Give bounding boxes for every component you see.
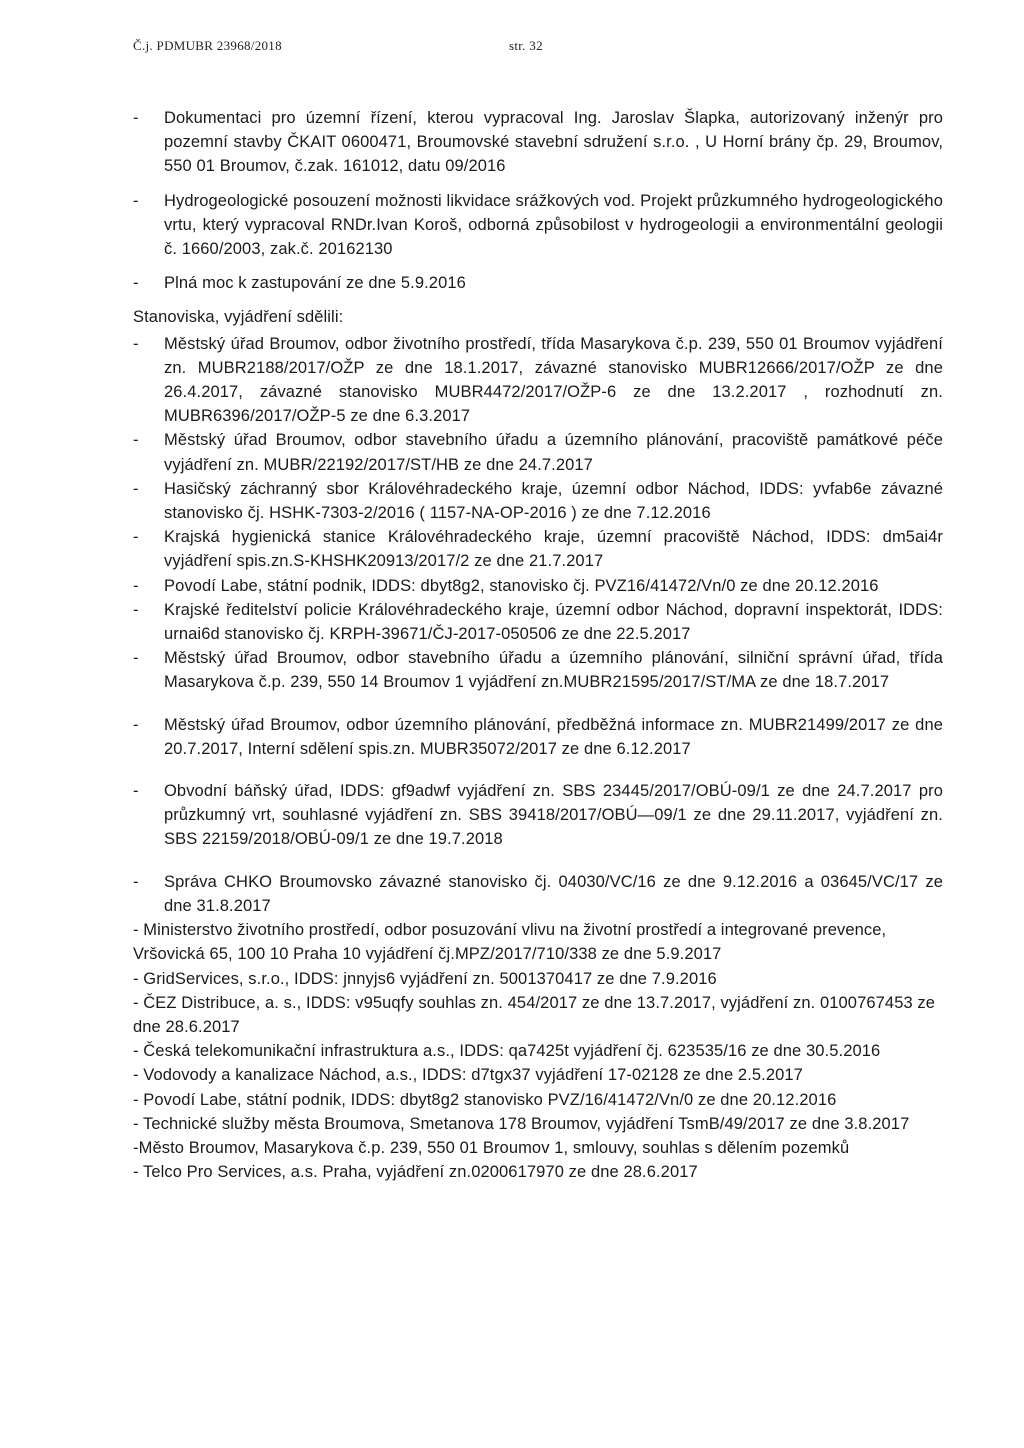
document-list-item: - Hydrogeologické posouzení možnosti likvidace srážkových vod. Projekt průzkumného hydrogeologického vrtu, který vypracoval RNDr.Ivan Koroš, odborná způsobilost v hydrogeologii a environmentální geologii č. 1660/2003, zak.č. 20162130 [133,189,943,262]
flow-list-item: - GridServices, s.r.o., IDDS: jnnyjs6 vyjádření zn. 5001370417 ze dne 7.9.2016 [133,969,717,988]
document-reference: Č.j. PDMUBR 23968/2018 [133,38,282,53]
stanovisko-item: - Městský úřad Broumov, odbor stavebního úřadu a územního plánování, silniční správní úřad, třída Masarykova č.p. 239, 550 14 Broumov 1 vyjádření zn.MUBR21595/2017/ST/MA ze dne 18.7.2017 [133,646,943,694]
flow-list-item: - Vodovody a kanalizace Náchod, a.s., IDDS: d7tgx37 vyjádření 17-02128 ze dne 2.5.2017 [133,1066,803,1085]
stanovisko-item: - Krajské ředitelství policie Královéhradeckého kraje, územní odbor Náchod, dopravní inspektorát, IDDS: urnai6d stanovisko čj. KRPH-39671/ČJ-2017-050506 ze dne 22.5.2017 [133,598,943,646]
flow-list-item: - Ministerstvo životního prostředí, odbor posuzování vlivu na životní prostředí a integrované prevence, Vršovická 65, 100 10 Praha 10 vyjádření čj.MPZ/2017/710/338 ze dne 5.9.2017 [133,921,887,964]
stanovisko-item: - Městský úřad Broumov, odbor životního prostředí, třída Masarykova č.p. 239, 550 01 Broumov vyjádření zn. MUBR2188/2017/OŽP ze dne 18.1.2017, závazné stanovisko MUBR12666/2017/OŽP ze dne 26.4.2017, závazné stanovisko MUBR4472/2017/OŽP-6 ze dne 13.2.2017 , rozhodnutí zn. MUBR6396/2017/OŽP-5 ze dne 6.3.2017 [133,332,943,429]
document-list-item: - Dokumentaci pro územní řízení, kterou vypracoval Ing. Jaroslav Šlapka, autorizovaný inženýr pro pozemní stavby ČKAIT 0600471, Broumovské stavební sdružení s.r.o. , U Horní brány čp. 29, Broumov, 550 01 Broumov, č.zak. 161012, datu 09/2016 [133,106,943,179]
stanovisko-item: - Povodí Labe, státní podnik, IDDS: dbyt8g2, stanovisko čj. PVZ16/41472/Vn/0 ze dne 20.12.2016 [133,574,943,598]
page-header [133,38,543,54]
stanovisko-item: - Hasičský záchranný sbor Královéhradeckého kraje, územní odbor Náchod, IDDS: yvfab6e závazné stanovisko čj. HSHK-7303-2/2016 ( 1157-NA-OP-2016 ) ze dne 7.12.2016 [133,477,943,525]
flow-list-item: - Telco Pro Services, a.s. Praha, vyjádření zn.0200617970 ze dne 28.6.2017 [133,1163,698,1182]
flow-list-item: - ČEZ Distribuce, a. s., IDDS: v95uqfy souhlas zn. 454/2017 ze dne 13.7.2017, vyjádření zn. 0100767453 ze dne 28.6.2017 [133,993,936,1036]
page-number: str. 32 [509,38,543,53]
flow-list-item: - Česká telekomunikační infrastruktura a.s., IDDS: qa7425t vyjádření čj. 623535/16 ze dne 30.5.2016 [133,1042,881,1061]
document-body [133,106,943,1184]
stanovisko-item: - Městský úřad Broumov, odbor územního plánování, předběžná informace zn. MUBR21499/2017 ze dne 20.7.2017, Interní sdělení spis.zn. MUBR35072/2017 ze dne 6.12.2017 [133,713,943,761]
flow-list-item: - Technické služby města Broumova, Smetanova 178 Broumov, vyjádření TsmB/49/2017 ze dne 3.8.2017 [133,1114,910,1133]
stanovisko-item: - Správa CHKO Broumovsko závazné stanovisko čj. 04030/VC/16 ze dne 9.12.2016 a 03645/VC/17 ze dne 31.8.2017 [133,870,943,918]
flow-list-item: - Povodí Labe, státní podnik, IDDS: dbyt8g2 stanovisko PVZ/16/41472/Vn/0 ze dne 20.12.2016 [133,1090,837,1109]
stanovisko-item: - Obvodní báňský úřad, IDDS: gf9adwf vyjádření zn. SBS 23445/2017/OBÚ-09/1 ze dne 24.7.2017 pro průzkumný vrt, souhlasné vyjádření zn. SBS 39418/2017/OBÚ—09/1 ze dne 29.11.2017, vyjádření zn. SBS 22159/2018/OBÚ-09/1 ze dne 19.7.2018 [133,779,943,852]
stanovisko-item: - Městský úřad Broumov, odbor stavebního úřadu a územního plánování, pracoviště památkové péče vyjádření zn. MUBR/22192/2017/ST/HB ze dne 24.7.2017 [133,428,943,476]
stanoviska-heading: Stanoviska, vyjádření sdělili: [133,308,344,327]
document-list-item: - Plná moc k zastupování ze dne 5.9.2016 [133,271,943,295]
stanovisko-item: - Krajská hygienická stanice Královéhradeckého kraje, územní pracoviště Náchod, IDDS: dm5ai4r vyjádření spis.zn.S-KHSHK20913/2017/2 ze dne 21.7.2017 [133,525,943,573]
flow-list-item: -Město Broumov, Masarykova č.p. 239, 550 01 Broumov 1, smlouvy, souhlas s dělením pozemků [133,1138,850,1157]
